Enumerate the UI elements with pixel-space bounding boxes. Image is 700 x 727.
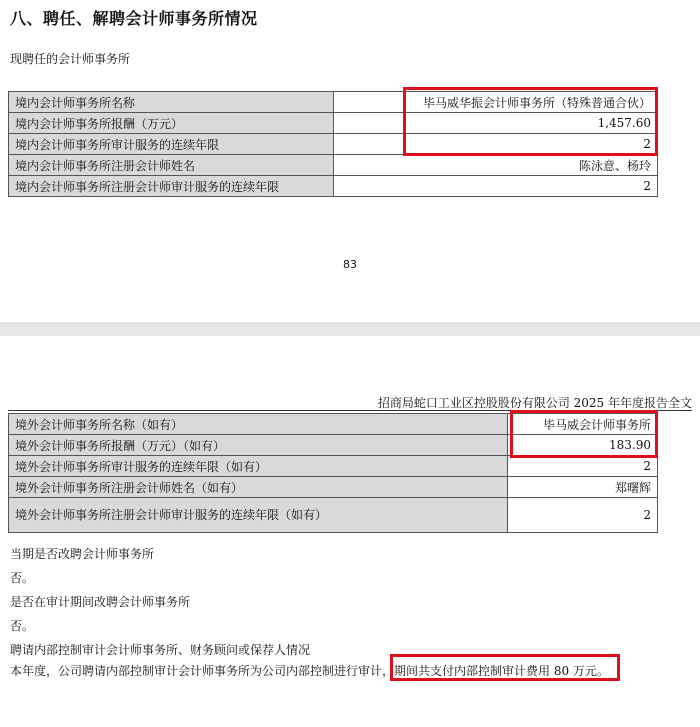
highlight-box-overseas xyxy=(510,410,658,458)
row-value: 2 xyxy=(334,176,658,197)
row-label: 境内会计师事务所审计服务的连续年限 xyxy=(9,134,334,155)
internal-control-heading: 聘请内部控制审计会计师事务所、财务顾问或保荐人情况 xyxy=(10,643,311,657)
table-row xyxy=(9,498,658,533)
row-label: 境内会计师事务所注册会计师审计服务的连续年限 xyxy=(9,176,334,197)
row-label: 境内会计师事务所注册会计师姓名 xyxy=(9,155,334,176)
answer-change-during-audit: 否。 xyxy=(10,619,35,633)
table-row xyxy=(9,456,658,477)
row-label: 境外会计师事务所注册会计师姓名（如有） xyxy=(9,477,508,498)
section-title: 八、聘任、解聘会计师事务所情况 xyxy=(10,9,258,28)
row-value: 郑曙辉 xyxy=(508,477,658,498)
row-label: 境外会计师事务所审计服务的连续年限（如有） xyxy=(9,456,508,477)
row-label: 境外会计师事务所报酬（万元）（如有） xyxy=(9,435,508,456)
row-value: 2 xyxy=(508,456,658,477)
row-label: 境外会计师事务所注册会计师审计服务的连续年限（如有） xyxy=(9,498,508,533)
row-value: 毕马威会计师事务所 xyxy=(508,414,658,435)
row-value: 2 xyxy=(334,134,658,155)
page-separator xyxy=(0,322,700,336)
row-label: 境外会计师事务所名称（如有） xyxy=(9,414,508,435)
question-change-auditor: 当期是否改聘会计师事务所 xyxy=(10,547,155,561)
highlight-box-domestic xyxy=(403,87,658,156)
internal-control-paragraph: 本年度，公司聘请内部控制审计会计师事务所为公司内部控制进行审计，期间共支付内部控制审计费用 80 万元。 xyxy=(10,664,609,678)
row-value: 2 xyxy=(508,498,658,533)
row-value: 陈泳意、杨玲 xyxy=(334,155,658,176)
highlight-box-fee xyxy=(390,654,620,681)
table-row xyxy=(9,176,658,197)
question-change-during-audit: 是否在审计期间改聘会计师事务所 xyxy=(10,595,191,609)
row-label: 境内会计师事务所报酬（万元） xyxy=(9,113,334,134)
page-number: 83 xyxy=(343,258,357,271)
table-row xyxy=(9,155,658,176)
row-value: 183.90 xyxy=(508,435,658,456)
current-auditor-label: 现聘任的会计师事务所 xyxy=(10,52,131,66)
row-value: 毕马威华振会计师事务所（特殊普通合伙） xyxy=(334,92,658,113)
answer-change-auditor: 否。 xyxy=(10,571,35,585)
table-row xyxy=(9,477,658,498)
running-header: 招商局蛇口工业区控股股份有限公司 2025 年年度报告全文 xyxy=(377,396,692,410)
row-value: 1,457.60 xyxy=(334,113,658,134)
row-label: 境内会计师事务所名称 xyxy=(9,92,334,113)
